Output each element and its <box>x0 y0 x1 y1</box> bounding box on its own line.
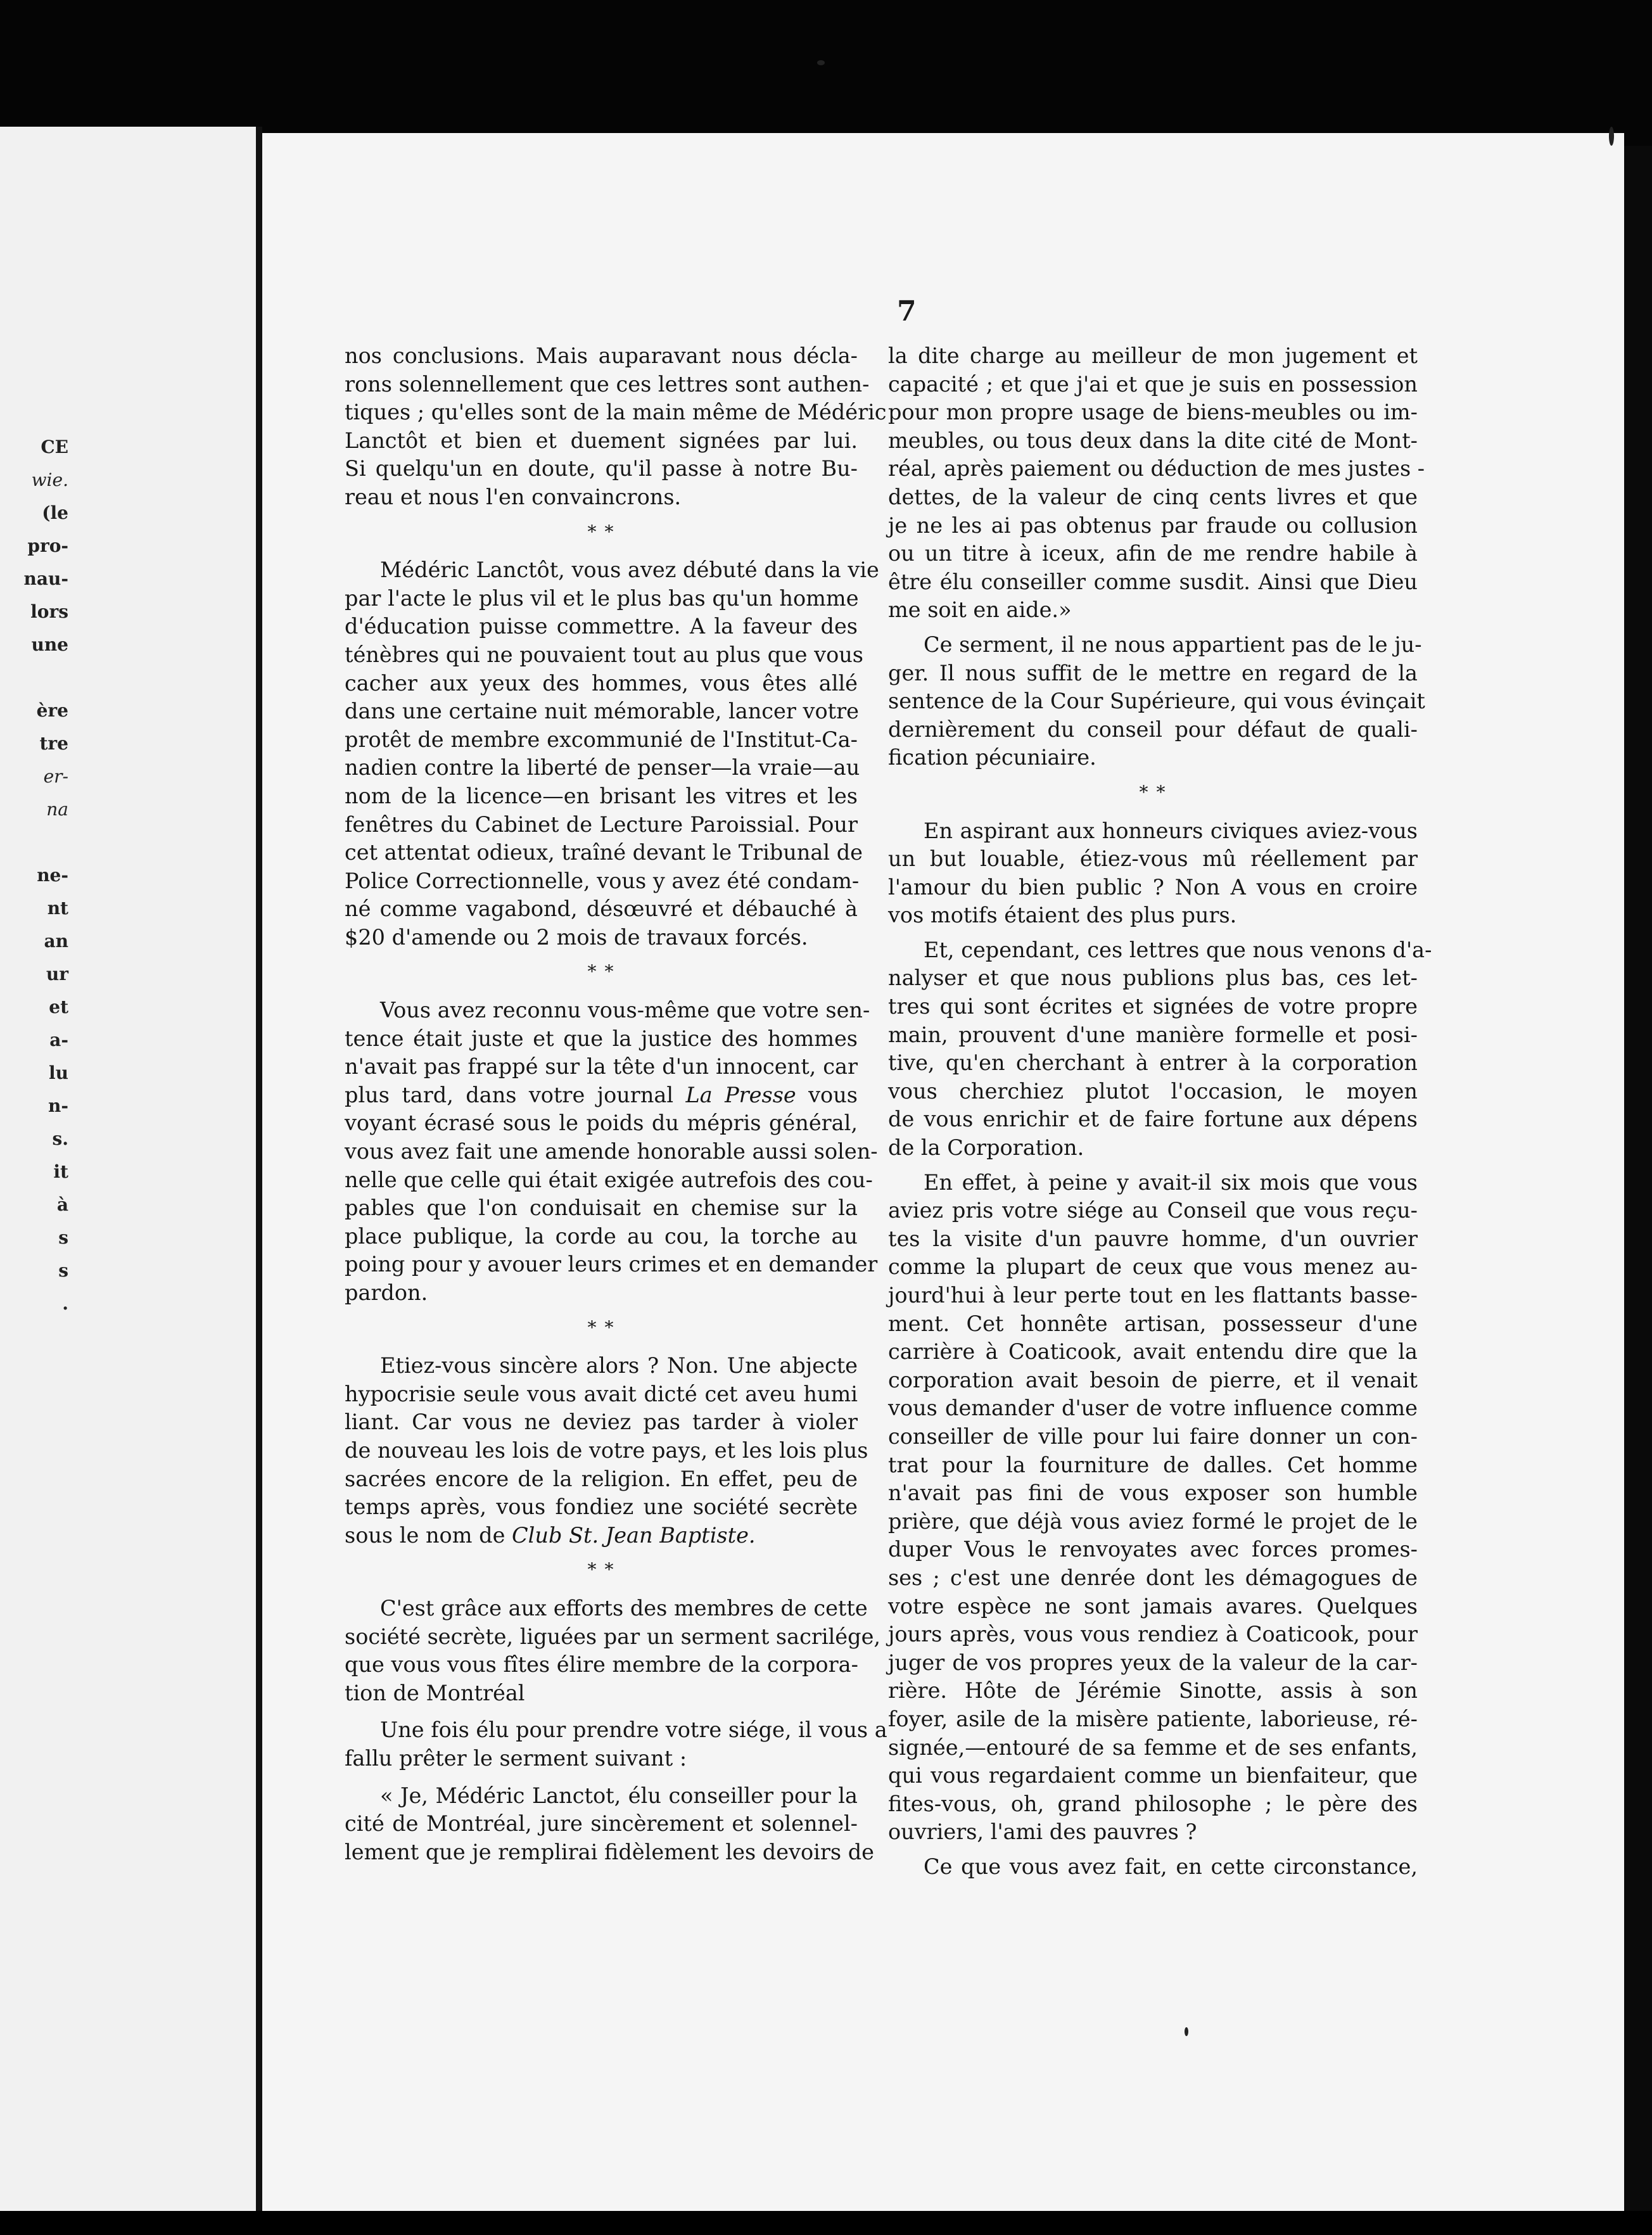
margin-fragment: a- <box>49 1029 68 1050</box>
journal-text-post: vous <box>796 1082 858 1107</box>
right-paragraph-lettres <box>888 936 1432 1162</box>
text-line: ouvriers, l'ami des pauvres ? <box>888 1819 1197 1845</box>
left-line-journal <box>345 1081 858 1110</box>
text-line: tence était juste et que la justice des hommes <box>345 1026 858 1051</box>
margin-fragment: na <box>46 799 68 820</box>
section-separator: * * <box>587 521 615 542</box>
text-line: lement que je remplirai fidèlement les devoirs de <box>345 1839 875 1864</box>
margin-fragment: s <box>58 1260 68 1281</box>
text-line: vous avez fait une amende honorable aussi solen- <box>345 1139 878 1164</box>
margin-fragment <box>5 661 68 694</box>
text-line: $20 d'amende ou 2 mois de travaux forcés. <box>345 924 808 950</box>
text-line: meubles, ou tous deux dans la dite cité de Mont- <box>888 428 1418 453</box>
text-line: société secrète, liguées par un serment sacrilége, <box>345 1624 881 1649</box>
text-line: réal, après paiement ou déduction de mes justes - <box>888 456 1425 481</box>
text-line: rons solennellement que ces lettres sont authen- <box>345 371 870 397</box>
scan-background-bottom <box>0 2211 1652 2235</box>
journal-text-pre: plus tard, dans votre journal <box>345 1082 686 1107</box>
right-paragraph-serment <box>888 631 1425 772</box>
text-line: que vous vous fîtes élire membre de la corpora- <box>345 1652 858 1678</box>
text-line: ou un titre à iceux, afin de me rendre habile à <box>888 541 1418 566</box>
left-paragraph-societe <box>345 1595 881 1707</box>
text-line: tiques ; qu'elles sont de la main même de Médéric <box>345 400 887 425</box>
previous-page-margin-text <box>5 431 68 1320</box>
text-line: cet attentat odieux, traîné devant le Tribunal de <box>345 840 863 865</box>
text-line: dettes, de la valeur de cinq cents livres et que <box>888 484 1418 509</box>
text-line: tive, qu'en cherchant à entrer à la corporation <box>888 1050 1418 1076</box>
margin-fragment: (le <box>42 502 68 523</box>
text-line: fallu prêter le serment suivant : <box>345 1745 687 1771</box>
text-line: temps après, vous fondiez une société secrète <box>345 1494 858 1520</box>
text-line: sacrées encore de la religion. En effet, peu de <box>345 1466 858 1491</box>
margin-fragment: n- <box>48 1095 68 1116</box>
text-line: vous cherchiez plutot l'occasion, le moyen <box>888 1078 1418 1104</box>
right-paragraph-oath-cont <box>888 342 1425 625</box>
text-line: vous demander d'user de votre influence comme <box>888 1396 1418 1421</box>
text-line: fenêtres du Cabinet de Lecture Paroissial. Pour <box>345 812 858 837</box>
text-line: corporation avait besoin de pierre, et il venait <box>888 1367 1418 1392</box>
text-line: poing pour y avouer leurs crimes et en demander <box>345 1252 878 1277</box>
margin-fragment: ne- <box>37 865 68 886</box>
text-line: tion de Montréal <box>345 1680 525 1705</box>
text-line: duper Vous le renvoyates avec forces promes- <box>888 1537 1418 1562</box>
left-paragraph-serment-intro <box>345 1716 887 1773</box>
text-line: pour mon propre usage de biens-meubles ou im- <box>888 400 1418 425</box>
text-line: carrière à Coaticook, avait entendu dire que la <box>888 1339 1418 1365</box>
margin-fragment: it <box>53 1161 68 1182</box>
text-line: de la Corporation. <box>888 1135 1084 1161</box>
text-line: Ce que vous avez fait, en cette circonstance, <box>924 1854 1418 1879</box>
text-line: me soit en aide.» <box>888 597 1072 623</box>
text-line: nos conclusions. Mais auparavant nous décla- <box>345 343 858 368</box>
text-line: Vous avez reconnu vous-même que votre sen- <box>380 998 870 1023</box>
scan-background-right <box>1622 146 1652 2235</box>
text-line: Si quelqu'un en doute, qu'il passe à notre Bu- <box>345 456 858 481</box>
club-name: Club St. Jean Baptiste. <box>512 1522 756 1548</box>
text-line: votre espèce ne sont jamais avares. Quelques <box>888 1593 1418 1619</box>
text-line: jours après, vous vous rendiez à Coaticook, pour <box>888 1622 1418 1647</box>
text-line: ses ; c'est une denrée dont les démagogues de <box>888 1565 1418 1590</box>
margin-fragment: wie. <box>31 469 68 490</box>
margin-fragment: à <box>56 1194 68 1215</box>
text-line: nom de la licence—en brisant les vitres et les <box>345 783 858 808</box>
text-line: sentence de la Cour Supérieure, qui vous évinçait <box>888 689 1425 714</box>
right-paragraph-honneurs <box>888 817 1418 930</box>
text-line: de nouveau les lois de votre pays, et les lois plus <box>345 1437 868 1463</box>
text-line: En effet, à peine y avait-il six mois que vous <box>924 1169 1418 1195</box>
text-line: vos motifs étaient des plus purs. <box>888 903 1237 928</box>
left-paragraph-sentence <box>345 997 870 1081</box>
left-paragraph-conclusions <box>345 342 887 512</box>
margin-fragment: ur <box>46 964 68 984</box>
text-line: place publique, la corde au cou, la torche au <box>345 1223 858 1249</box>
text-line: aviez pris votre siége au Conseil que vous reçu- <box>888 1198 1418 1223</box>
text-line: fites-vous, oh, grand philosophe ; le père des <box>888 1791 1418 1816</box>
text-line: rière. Hôte de Jérémie Sinotte, assis à son <box>888 1678 1418 1703</box>
margin-fragment: tre <box>39 733 68 754</box>
text-line: n'avait pas fini de vous exposer son humble <box>888 1480 1418 1506</box>
margin-fragment: s <box>58 1227 68 1248</box>
text-line: qui vous regardaient comme un bienfaiteur, que <box>888 1763 1418 1788</box>
text-line: tres qui sont écrites et signées de votre propre <box>888 994 1418 1019</box>
text-line: jourd'hui à leur perte tout en les flattants basse- <box>888 1283 1418 1308</box>
text-line: liant. Car vous ne deviez pas tarder à violer <box>345 1410 858 1435</box>
margin-fragment: CE <box>41 436 68 457</box>
text-line: Ce serment, il ne nous appartient pas de le ju- <box>924 632 1422 657</box>
text-line: tes la visite d'un pauvre homme, d'un ouvrier <box>888 1226 1418 1251</box>
margin-fragment: s. <box>52 1128 68 1149</box>
text-line: être élu conseiller comme susdit. Ainsi que Dieu <box>888 569 1418 594</box>
text-line: d'éducation puisse commettre. A la faveur des <box>345 614 858 639</box>
text-line: nadien contre la liberté de penser—la vraie—au <box>345 755 860 780</box>
scan-speck <box>1185 2027 1188 2036</box>
text-line: Médéric Lanctôt, vous avez débuté dans la vie <box>380 557 879 583</box>
text-line: juger de vos propres yeux de la valeur de la car- <box>888 1650 1418 1675</box>
text-line: Et, cependant, ces lettres que nous venons d'a- <box>924 937 1432 962</box>
text-line: « Je, Médéric Lanctot, élu conseiller pour la <box>380 1783 858 1808</box>
previous-page-edge <box>0 127 260 2211</box>
text-line: pardon. <box>345 1280 428 1305</box>
left-paragraph-oath <box>345 1782 875 1867</box>
margin-fragment <box>5 826 68 859</box>
text-line: ger. Il nous suffit de le mettre en regard de la <box>888 660 1418 685</box>
text-line: l'amour du bien public ? Non A vous en croire <box>888 874 1418 900</box>
margin-fragment: et <box>49 997 68 1017</box>
text-line: Lanctôt et bien et duement signées par lui. <box>345 428 858 453</box>
text-line: Une fois élu pour prendre votre siége, il vous a <box>380 1717 887 1743</box>
right-paragraph-coaticook <box>888 1169 1418 1847</box>
right-paragraph-circonstance <box>888 1853 1418 1882</box>
text-line: cacher aux yeux des hommes, vous êtes allé <box>345 670 858 696</box>
margin-fragment: an <box>44 931 68 952</box>
journal-title: La Presse <box>685 1082 796 1107</box>
text-line: dans une certaine nuit mémorable, lancer votre <box>345 699 859 724</box>
section-separator: * * <box>587 961 615 983</box>
margin-fragment: lors <box>30 601 68 622</box>
margin-fragment: nt <box>47 898 68 919</box>
left-paragraph-sincere <box>345 1352 868 1522</box>
text-line: ment. Cet honnête artisan, possesseur d'une <box>888 1311 1418 1336</box>
section-separator: * * <box>1139 781 1167 803</box>
text-line: En aspirant aux honneurs civiques aviez-vous <box>924 818 1418 843</box>
scan-speck <box>817 60 825 65</box>
scan-speck <box>1609 127 1614 146</box>
margin-fragment: une <box>31 634 68 655</box>
text-line: C'est grâce aux efforts des membres de cette <box>380 1595 868 1621</box>
text-line: Etiez-vous sincère alors ? Non. Une abjecte <box>380 1353 858 1379</box>
left-column <box>345 342 887 1866</box>
text-line: pables que l'on conduisait en chemise sur la <box>345 1195 858 1221</box>
margin-fragment: lu <box>49 1062 68 1083</box>
page-number: 7 <box>897 295 917 328</box>
text-line: né comme vagabond, désœuvré et débauché à <box>345 896 858 922</box>
text-line: reau et nous l'en convaincrons. <box>345 484 682 509</box>
text-line: foyer, asile de la misère patiente, laborieuse, ré- <box>888 1706 1418 1731</box>
text-line: je ne les ai pas obtenus par fraude ou collusion <box>888 513 1418 538</box>
margin-fragment: er- <box>43 766 68 787</box>
text-line: capacité ; et que j'ai et que je suis en possession <box>888 371 1418 397</box>
text-line: dernièrement du conseil pour défaut de quali- <box>888 716 1418 742</box>
margin-fragment: pro- <box>27 535 68 556</box>
text-line: protêt de membre excommunié de l'Institut-Ca- <box>345 727 858 752</box>
section-separator: * * <box>587 1559 615 1581</box>
text-line: par l'acte le plus vil et le plus bas qu'un homme <box>345 585 859 611</box>
text-line: ténèbres qui ne pouvaient tout au plus que vous <box>345 642 863 667</box>
text-line: n'avait pas frappé sur la tête d'un innocent, car <box>345 1054 858 1079</box>
text-line: prière, que déjà vous aviez formé le projet de le <box>888 1508 1418 1534</box>
text-line: un but louable, étiez-vous mû réellement par <box>888 846 1418 872</box>
text-line: voyant écrasé sous le poids du mépris général, <box>345 1111 858 1136</box>
text-line: de vous enrichir et de faire fortune aux dépens <box>888 1107 1418 1132</box>
text-line: hypocrisie seule vous avait dicté cet aveu humi <box>345 1381 858 1406</box>
text-line: la dite charge au meilleur de mon jugement et <box>888 343 1418 368</box>
margin-fragment: nau- <box>23 568 68 589</box>
text-line: comme la plupart de ceux que vous menez au- <box>888 1254 1418 1280</box>
right-column <box>888 342 1432 1881</box>
margin-fragment: . <box>62 1293 68 1314</box>
text-line: nelle que celle qui était exigée autrefois des cou- <box>345 1167 873 1192</box>
text-line: Police Correctionnelle, vous y avez été condam- <box>345 868 860 893</box>
text-line: main, prouvent d'une manière formelle et posi- <box>888 1022 1418 1047</box>
left-paragraph-debut <box>345 556 879 952</box>
text-line: signée,—entouré de sa femme et de ses enfants, <box>888 1735 1418 1760</box>
text-line: conseiller de ville pour lui faire donner un con- <box>888 1423 1418 1449</box>
club-text-pre: sous le nom de <box>345 1522 512 1548</box>
text-line: nalyser et que nous publions plus bas, ces let- <box>888 965 1418 991</box>
left-line-club <box>345 1522 858 1550</box>
section-separator: * * <box>587 1316 615 1338</box>
margin-fragment: ère <box>36 700 68 721</box>
text-line: trat pour la fourniture de dalles. Cet homme <box>888 1452 1418 1477</box>
scan-background-top <box>0 0 1652 146</box>
text-line: fication pécuniaire. <box>888 745 1096 770</box>
text-line: cité de Montréal, jure sincèrement et solennel- <box>345 1811 858 1837</box>
book-gutter <box>256 127 262 2211</box>
left-paragraph-amende <box>345 1109 878 1307</box>
